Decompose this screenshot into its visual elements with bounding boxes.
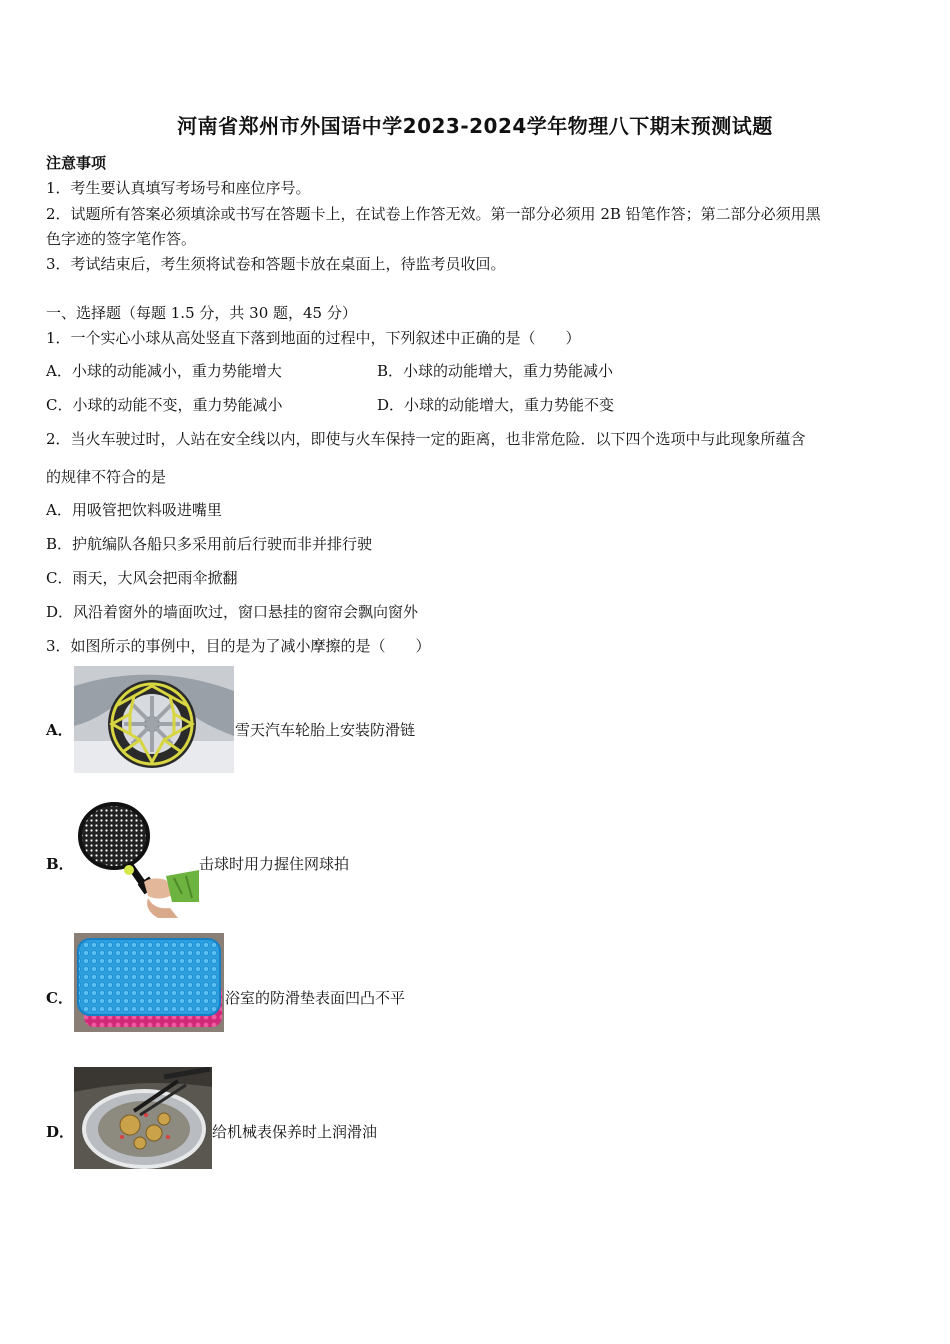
notice-item-3: 3．考试结束后，考生须将试卷和答题卡放在桌面上，待监考员收回。 <box>46 255 506 273</box>
q1-option-c: C．小球的动能不变，重力势能减小 <box>46 396 283 414</box>
page-title: 河南省郑州市外国语中学2023-2024学年物理八下期末预测试题 <box>177 114 773 138</box>
q3-option-d-text: 给机械表保养时上润滑油 <box>212 1123 378 1141</box>
watch-oil-image <box>74 1067 212 1169</box>
notice-item-2: 2．试题所有答案必须填涂或书写在答题卡上，在试卷上作答无效。第一部分必须用 2B 铅笔作答；第二部分必须用黑 <box>46 205 821 223</box>
q2-option-c: C．雨天，大风会把雨伞掀翻 <box>46 569 238 587</box>
tennis-racket-image <box>74 798 199 918</box>
q2-option-a: A．用吸管把饮料吸进嘴里 <box>46 501 222 519</box>
q3-option-d-letter: D． <box>46 1123 75 1141</box>
q3-option-a-letter: A． <box>46 721 73 739</box>
q3-option-a-text: 雪天汽车轮胎上安装防滑链 <box>235 721 416 739</box>
q1-option-a: A．小球的动能减小，重力势能增大 <box>46 362 282 380</box>
q3-option-b-letter: B． <box>46 855 74 873</box>
q3-option-c-text: 浴室的防滑垫表面凹凸不平 <box>225 989 406 1007</box>
notice-item-1: 1．考生要认真填写考场号和座位序号。 <box>46 179 311 197</box>
q1-option-b: B．小球的动能增大，重力势能减小 <box>377 362 614 380</box>
q2-stem: 2．当火车驶过时，人站在安全线以内，即使与火车保持一定的距离，也非常危险．以下四个选项中与此现象所蕴含 <box>46 430 806 448</box>
q3-stem: 3．如图所示的事例中，目的是为了减小摩擦的是（ ） <box>46 637 431 655</box>
q2-option-d: D．风沿着窗外的墙面吹过，窗口悬挂的窗帘会飘向窗外 <box>46 603 419 621</box>
tire-chain-image <box>74 666 234 773</box>
section-heading: 一、选择题（每题 1.5 分，共 30 题，45 分） <box>46 304 357 322</box>
q2-stem-cont: 的规律不符合的是 <box>46 468 167 486</box>
q1-option-d: D．小球的动能增大，重力势能不变 <box>377 396 615 414</box>
bath-mat-image <box>74 933 224 1032</box>
notice-heading: 注意事项 <box>46 154 107 172</box>
q3-option-c-letter: C． <box>46 989 73 1007</box>
q3-option-b-text: 击球时用力握住网球拍 <box>199 855 350 873</box>
q2-option-b: B．护航编队各船只多采用前后行驶而非并排行驶 <box>46 535 373 553</box>
q1-stem: 1．一个实心小球从高处竖直下落到地面的过程中，下列叙述中正确的是（ ） <box>46 329 581 347</box>
notice-item-2-cont: 色字迹的签字笔作答。 <box>46 230 197 248</box>
